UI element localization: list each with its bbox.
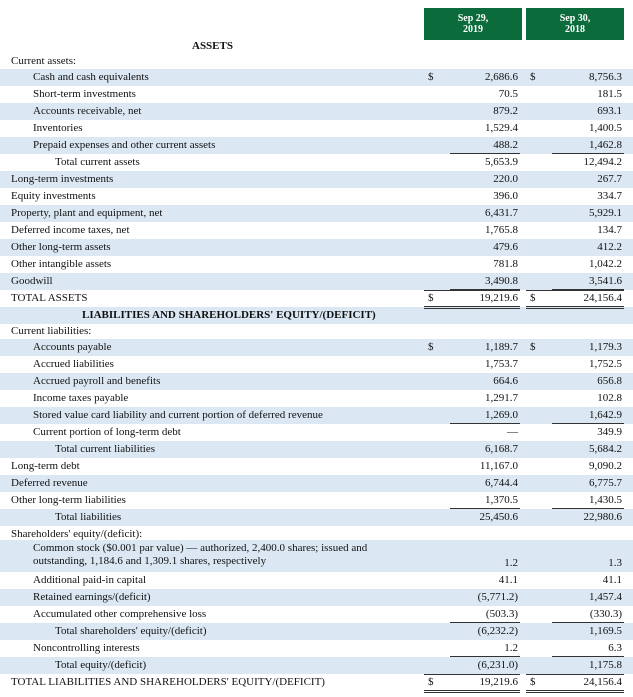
currency-symbol: $ (530, 676, 536, 688)
column-header-2019-line2: 2019 (463, 24, 483, 35)
row-label: Stored value card liability and current portion of deferred revenue (33, 409, 323, 421)
table-row (0, 171, 633, 188)
table-row (0, 356, 633, 373)
value-2019: (6,231.0) (477, 659, 518, 671)
value-2018: 6,775.7 (589, 477, 622, 489)
column-header-2018-line1: Sep 30, (559, 13, 591, 24)
row-label: Property, plant and equipment, net (11, 207, 163, 219)
row-label: Income taxes payable (33, 392, 129, 404)
underline (424, 290, 520, 291)
underline (552, 656, 624, 657)
table-row (0, 640, 633, 657)
row-label: Inventories (33, 122, 83, 134)
value-2019: 1,370.5 (485, 494, 518, 506)
row-label-continued: outstanding, 1,184.6 and 1,309.1 shares, respectively (33, 555, 267, 567)
value-2018: 181.5 (597, 88, 622, 100)
value-2019: 6,431.7 (485, 207, 518, 219)
value-2018: 1,430.5 (589, 494, 622, 506)
row-label: TOTAL LIABILITIES AND SHAREHOLDERS' EQUITY/(DEFICIT) (11, 676, 325, 688)
value-2019: 19,219.6 (479, 292, 518, 304)
value-2018: 412.2 (597, 241, 622, 253)
row-label: Retained earnings/(deficit) (33, 591, 151, 603)
value-2018: 102.8 (597, 392, 622, 404)
value-2019: 220.0 (493, 173, 518, 185)
currency-symbol: $ (428, 341, 434, 353)
double-underline (424, 690, 520, 693)
value-2019: 1,765.8 (485, 224, 518, 236)
table-row (0, 623, 633, 640)
row-label: Long-term investments (11, 173, 114, 185)
table-row (0, 273, 633, 290)
underline (450, 508, 520, 509)
table-row (0, 674, 633, 691)
value-2018: 6.3 (608, 642, 622, 654)
table-row (0, 424, 633, 441)
value-2018: 3,541.6 (589, 275, 622, 287)
table-row (0, 154, 633, 171)
row-label: Common stock ($0.001 par value) — authorized, 2,400.0 shares; issued and (33, 542, 368, 554)
table-row (0, 256, 633, 273)
value-2019: 1,753.7 (485, 358, 518, 370)
table-row (0, 492, 633, 509)
row-label: Accounts payable (33, 341, 112, 353)
row-label: Accumulated other comprehensive loss (33, 608, 207, 620)
value-2018: 1,462.8 (589, 139, 622, 151)
value-2018: 12,494.2 (583, 156, 622, 168)
row-label: Other long-term assets (11, 241, 111, 253)
double-underline (526, 306, 624, 309)
value-2018: 656.8 (597, 375, 622, 387)
underline (552, 622, 624, 623)
value-2018: 1,042.2 (589, 258, 622, 270)
row-label: Total current assets (55, 156, 140, 168)
value-2019: 41.1 (498, 574, 518, 586)
table-row (0, 86, 633, 103)
row-label: Cash and cash equivalents (33, 71, 149, 83)
value-2018: 1,179.3 (589, 341, 622, 353)
table-row (0, 222, 633, 239)
value-2019: 1.2 (504, 557, 518, 569)
value-2019: 781.8 (493, 258, 518, 270)
value-2018: 41.1 (602, 574, 622, 586)
table-row (0, 53, 633, 70)
row-label: TOTAL ASSETS (11, 292, 88, 304)
row-label: Deferred income taxes, net (11, 224, 130, 236)
value-2019: 488.2 (493, 139, 518, 151)
row-label: Short-term investments (33, 88, 136, 100)
table-row (0, 323, 633, 340)
value-2019: 6,168.7 (485, 443, 518, 455)
value-2019: 1,529.4 (485, 122, 518, 134)
table-row (0, 137, 633, 154)
value-2018: 24,156.4 (583, 676, 622, 688)
table-row (0, 205, 633, 222)
table-row (0, 407, 633, 424)
currency-symbol: $ (530, 341, 536, 353)
underline (552, 423, 624, 424)
row-label: LIABILITIES AND SHAREHOLDERS' EQUITY/(DEFICIT) (82, 309, 376, 321)
table-row (0, 441, 633, 458)
value-2019: 479.6 (493, 241, 518, 253)
underline (450, 153, 520, 154)
value-2018: 349.9 (597, 426, 622, 438)
value-2018: 693.1 (597, 105, 622, 117)
row-label: Total shareholders' equity/(deficit) (55, 625, 207, 637)
value-2019: 11,167.0 (479, 460, 518, 472)
value-2019: 19,219.6 (479, 676, 518, 688)
row-label: Accounts receivable, net (33, 105, 142, 117)
double-underline (526, 690, 624, 693)
value-2018: 134.7 (597, 224, 622, 236)
value-2019: (503.3) (485, 608, 518, 620)
value-2019: 70.5 (498, 88, 518, 100)
row-label: Accrued liabilities (33, 358, 114, 370)
value-2019: 6,744.4 (485, 477, 518, 489)
row-label: Total current liabilities (55, 443, 156, 455)
column-header-2018 (526, 8, 624, 40)
row-label: Deferred revenue (11, 477, 88, 489)
value-2019: 1,291.7 (485, 392, 518, 404)
currency-symbol: $ (530, 71, 536, 83)
value-2019: — (507, 426, 518, 438)
currency-symbol: $ (428, 676, 434, 688)
underline (450, 423, 520, 424)
underline (552, 508, 624, 509)
row-label: Current liabilities: (11, 325, 92, 337)
row-label: Prepaid expenses and other current assets (33, 139, 216, 151)
table-row (0, 589, 633, 606)
section-heading-row (0, 307, 633, 324)
currency-symbol: $ (428, 71, 434, 83)
value-2018: 5,929.1 (589, 207, 622, 219)
row-label: Additional paid-in capital (33, 574, 147, 586)
value-2019: 2,686.6 (485, 71, 518, 83)
row-label: Current portion of long-term debt (33, 426, 181, 438)
value-2018: 22,980.6 (583, 511, 622, 523)
value-2018: 267.7 (597, 173, 622, 185)
underline (526, 674, 624, 675)
underline (450, 622, 520, 623)
value-2019: 664.6 (493, 375, 518, 387)
column-header-2019 (424, 8, 522, 40)
table-row (0, 475, 633, 492)
underline (552, 153, 624, 154)
row-label: Long-term debt (11, 460, 80, 472)
row-label: Goodwill (11, 275, 53, 287)
value-2018: 1.3 (608, 557, 622, 569)
value-2019: 25,450.6 (479, 511, 518, 523)
value-2019: 879.2 (493, 105, 518, 117)
table-row (0, 606, 633, 623)
value-2018: (330.3) (589, 608, 622, 620)
value-2019: 1,189.7 (485, 341, 518, 353)
table-row (0, 120, 633, 137)
double-underline (424, 306, 520, 309)
table-row (0, 188, 633, 205)
value-2018: 1,457.4 (589, 591, 622, 603)
table-row (0, 657, 633, 674)
table-row (0, 290, 633, 307)
table-row (0, 339, 633, 356)
value-2018: 9,090.2 (589, 460, 622, 472)
table-row (0, 103, 633, 120)
row-label: Total equity/(deficit) (55, 659, 147, 671)
table-row (0, 540, 633, 572)
row-label: Other intangible assets (11, 258, 112, 270)
value-2019: 1.2 (504, 642, 518, 654)
value-2018: 8,756.3 (589, 71, 622, 83)
row-label: Shareholders' equity/(deficit): (11, 528, 143, 540)
underline (450, 656, 520, 657)
currency-symbol: $ (428, 292, 434, 304)
value-2019: (6,232.2) (477, 625, 518, 637)
value-2019: 396.0 (493, 190, 518, 202)
value-2018: 1,752.5 (589, 358, 622, 370)
table-row (0, 390, 633, 407)
value-2018: 5,684.2 (589, 443, 622, 455)
row-label: Accrued payroll and benefits (33, 375, 161, 387)
row-label: Equity investments (11, 190, 96, 202)
value-2019: (5,771.2) (477, 591, 518, 603)
column-header-2019-line1: Sep 29, (457, 13, 489, 24)
value-2018: 1,642.9 (589, 409, 622, 421)
row-label: Other long-term liabilities (11, 494, 126, 506)
value-2018: 1,175.8 (589, 659, 622, 671)
currency-symbol: $ (530, 292, 536, 304)
row-label: ASSETS (192, 40, 233, 52)
underline (424, 674, 520, 675)
table-row (0, 69, 633, 86)
value-2018: 24,156.4 (583, 292, 622, 304)
row-label: Total liabilities (55, 511, 122, 523)
value-2019: 3,490.8 (485, 275, 518, 287)
table-row (0, 373, 633, 390)
value-2019: 5,653.9 (485, 156, 518, 168)
value-2018: 1,400.5 (589, 122, 622, 134)
row-label: Current assets: (11, 55, 77, 67)
column-header-2018-line2: 2018 (565, 24, 585, 35)
table-row (0, 458, 633, 475)
value-2019: 1,269.0 (485, 409, 518, 421)
table-row (0, 509, 633, 526)
value-2018: 334.7 (597, 190, 622, 202)
table-row (0, 239, 633, 256)
value-2018: 1,169.5 (589, 625, 622, 637)
table-row (0, 572, 633, 589)
underline (526, 290, 624, 291)
row-label: Noncontrolling interests (33, 642, 140, 654)
